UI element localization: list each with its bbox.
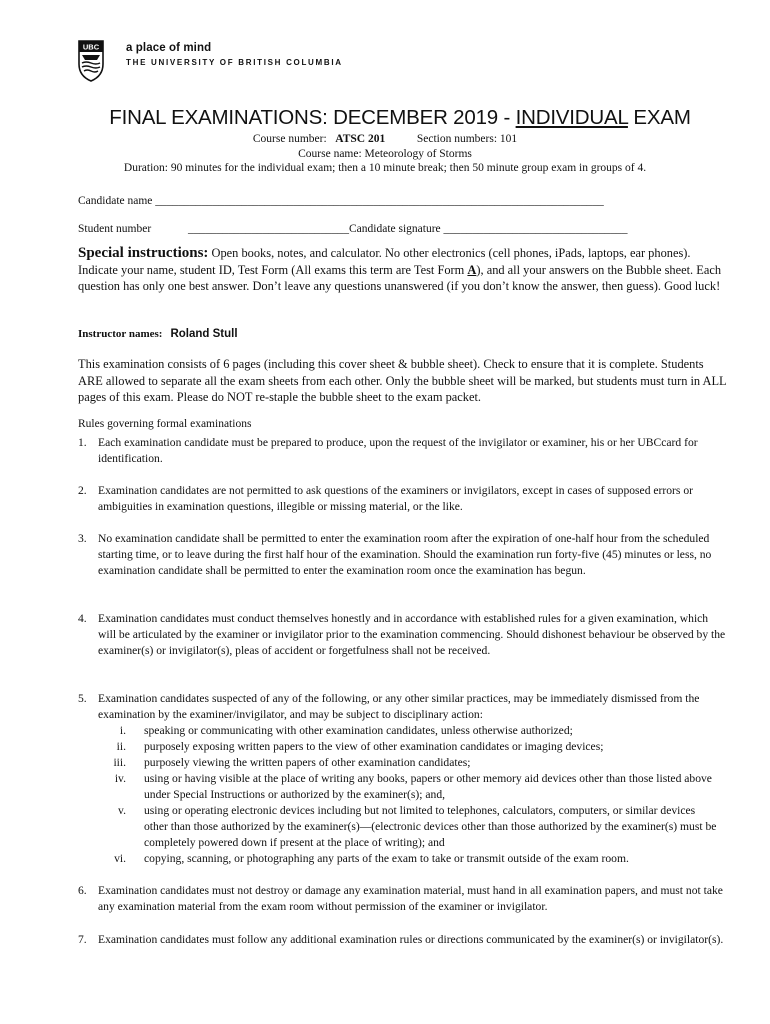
special-instructions-text-2: ), and all your answers on the Bubble sheet. Each question has only one best answer. Don’t leave any questions unanswered (if you don’t know the answer, then guess). Good luck!: [78, 262, 722, 293]
course-number: ATSC 201: [335, 133, 386, 145]
subrule-number: iv.: [114, 772, 126, 785]
title-suffix: EXAM: [627, 106, 691, 129]
rules-title: Rules governing formal examinations: [78, 418, 252, 430]
subrule-number: vi.: [114, 852, 126, 865]
instructor-name: Roland Stull: [170, 328, 238, 340]
rule-item: [78, 435, 728, 467]
rule-text: Each examination candidate must be prepared to produce, upon the request of the invigilator or examiner, his or her UBCcard for identification.: [98, 436, 698, 465]
rule-number: 1.: [78, 436, 87, 449]
rule-text: Examination candidates must not destroy or damage any examination material, must hand in all examination papers, and must not take any examination material from the exam room without permission of the examiner or invigilator.: [98, 884, 723, 913]
rule-text: Examination candidates suspected of any of the following, or any other similar practices, may be immediately dismissed from the examination by the examiner/invigilator, and may be subject to disciplinary action:: [98, 692, 700, 721]
subrule-number: v.: [118, 804, 126, 817]
student-number-label: Student number: [78, 223, 152, 235]
title-underlined: INDIVIDUAL: [515, 106, 628, 129]
subrule-number: i.: [119, 724, 126, 737]
crest-label: UBC: [82, 42, 100, 52]
instructor-line: [78, 328, 238, 340]
duration-line: Duration: 90 minutes for the individual exam; then a 10 minute break; then 50 minute group exam in groups of 4.: [123, 162, 647, 174]
rule-number: 5.: [78, 692, 87, 705]
candidate-signature-field: Candidate signature ________________________________: [349, 223, 628, 235]
section-number: 101: [499, 133, 518, 145]
intro-paragraph: This examination consists of 6 pages (including this cover sheet & bubble sheet). Check to ensure that it is complete. Students ARE allowed to separate all the exam sheets from each other. Only the bubble sheet will be marked, but students must turn in ALL pages of this exam. Please do NOT re-staple the bubble sheet to the exam packet.: [78, 357, 727, 404]
ubc-crest-icon: [78, 40, 104, 82]
rule-text: Examination candidates must conduct themselves honestly and in accordance with established rules for a given examination, which will be articulated by the examiner or invigilator prior to the examination commencing. Should dishonest behaviour be observed by the examiner(s) or invigilator(s), pleas of accident or forgetfulness shall not be received.: [98, 612, 726, 657]
rule-text: Examination candidates must follow any additional examination rules or directions communicated by the examiner(s) or invigilator(s).: [98, 933, 724, 946]
course-number-line: [0, 133, 770, 145]
rule-item: [78, 483, 728, 515]
rule-text: No examination candidate shall be permitted to enter the examination room after the expiration of one-half hour from the scheduled starting time, or to leave during the first half hour of the examination. Should the examination run forty-five (45) minutes or less, no examination candidate shall be permitted to enter the examination room once the examination has begun.: [98, 532, 712, 577]
rule-item: [78, 611, 728, 659]
candidate-name-field: Candidate name ______________________________________________________________________________: [78, 195, 604, 207]
rule-number: 3.: [78, 532, 87, 545]
special-instructions-label: Special instructions:: [78, 245, 209, 261]
rule-item: [78, 932, 728, 948]
subrule-text: purposely viewing the written papers of other examination candidates;: [144, 756, 471, 769]
section-label: Section numbers:: [416, 133, 498, 145]
subrule-item: [98, 739, 718, 755]
subrule-text: purposely exposing written papers to the view of other examination candidates or imaging devices;: [144, 740, 604, 753]
rule-text: Examination candidates are not permitted to ask questions of the examiners or invigilators, except in cases of supposed errors or ambiguities in examination questions, illegible or missing material, or the like.: [98, 484, 693, 513]
subrule-text: using or operating electronic devices including but not limited to telephones, calculators, computers, or similar devices other than those authorized by the examiner(s)—(electronic devices other than those authorized by the examiner(s) must be completely powered down if present at the place of writing); and: [144, 804, 717, 849]
subrule-text: using or having visible at the place of writing any books, papers or other memory aid devices other than those listed above under Special Instructions or authorized by the examiner(s); and,: [144, 772, 712, 801]
special-instructions-text-1: Open books, notes, and calculator. No other electronics (cell phones, iPads, laptops, ear phones). Indicate your name, student ID, Test Form (All exams this term are Test Form: [78, 246, 691, 277]
student-number-field: [188, 223, 628, 235]
subrule-item: [98, 723, 718, 739]
tagline: a place of mind: [126, 42, 212, 54]
rule-number: 4.: [78, 612, 87, 625]
rule-item: [78, 691, 728, 723]
subrule-item: [98, 803, 718, 851]
rule-number: 6.: [78, 884, 87, 897]
rule-item: [78, 883, 728, 915]
subrule-text: speaking or communicating with other examination candidates, unless otherwise authorized;: [144, 724, 573, 737]
course-number-label: Course number:: [252, 133, 327, 145]
special-instructions: [78, 245, 728, 295]
instructor-label: Instructor names:: [78, 328, 163, 340]
university-name: THE UNIVERSITY OF BRITISH COLUMBIA: [126, 58, 343, 67]
rule-number: 7.: [78, 933, 87, 946]
subrule-item: [98, 755, 718, 771]
rule-item: [78, 531, 728, 579]
test-form-letter: A: [467, 262, 477, 277]
rule-number: 2.: [78, 484, 87, 497]
subrule-item: [98, 851, 718, 867]
course-name-line: Course name: Meteorology of Storms: [298, 148, 472, 160]
student-number-blank: ____________________________: [188, 223, 349, 235]
subrule-number: iii.: [113, 756, 126, 769]
page-title: [0, 106, 770, 130]
subrule-number: ii.: [116, 740, 126, 753]
subrule-item: [98, 771, 718, 803]
subrule-text: copying, scanning, or photographing any parts of the exam to take or transmit outside of the exam room.: [144, 852, 629, 865]
title-prefix: FINAL EXAMINATIONS: DECEMBER 2019 -: [109, 106, 516, 129]
